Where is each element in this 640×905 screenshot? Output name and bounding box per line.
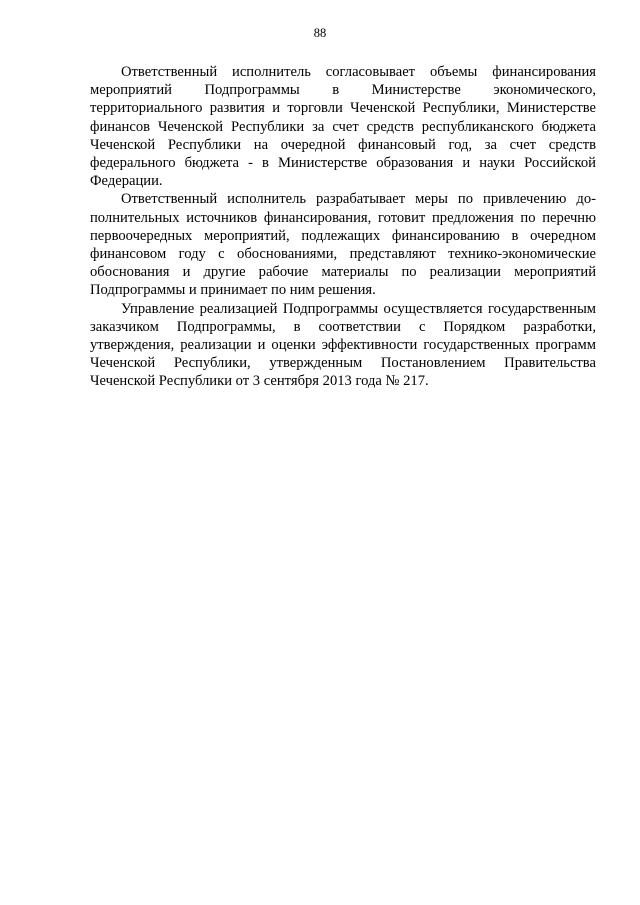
page-number: 88	[313, 26, 327, 40]
paragraph-financing-approval: Ответственный исполнитель согласовывает объемы финансирования мероприятий Подпрограммы в Министерстве экономического, территориального развития и торговли Чеченской Республики, Министерстве финансов Чеченской Республики за счет средств республиканского бюджета Чеченской Республики на очередной финансовый год, за счет средств федерального бюджета - в Министерстве образования и науки Российской Федерации.	[90, 64, 596, 190]
paragraph-program-management: Управление реализацией Подпрограммы осуществляется государственным заказчиком Подпрограммы, в соответствии с Порядком разработки, утверждения, реализации и оценки эффективности государственных программ Чеченской Республики, утвержденным Постановлением Правительства Чеченской Республики от 3 сентября 2013 года № 217.	[90, 300, 596, 390]
paragraph-additional-sources: Ответственный исполнитель разрабатывает меры по привлечению дополнительных источников финансирования, готовит предложения по перечню первоочередных мероприятий, подлежащих финансированию в очередном финансовом году с обоснованиями, представляют технико-экономические обоснования и другие рабочие материалы по реализации мероприятий Подпрограммы и принимает по ним решения.	[90, 191, 596, 299]
document-body	[90, 63, 596, 391]
